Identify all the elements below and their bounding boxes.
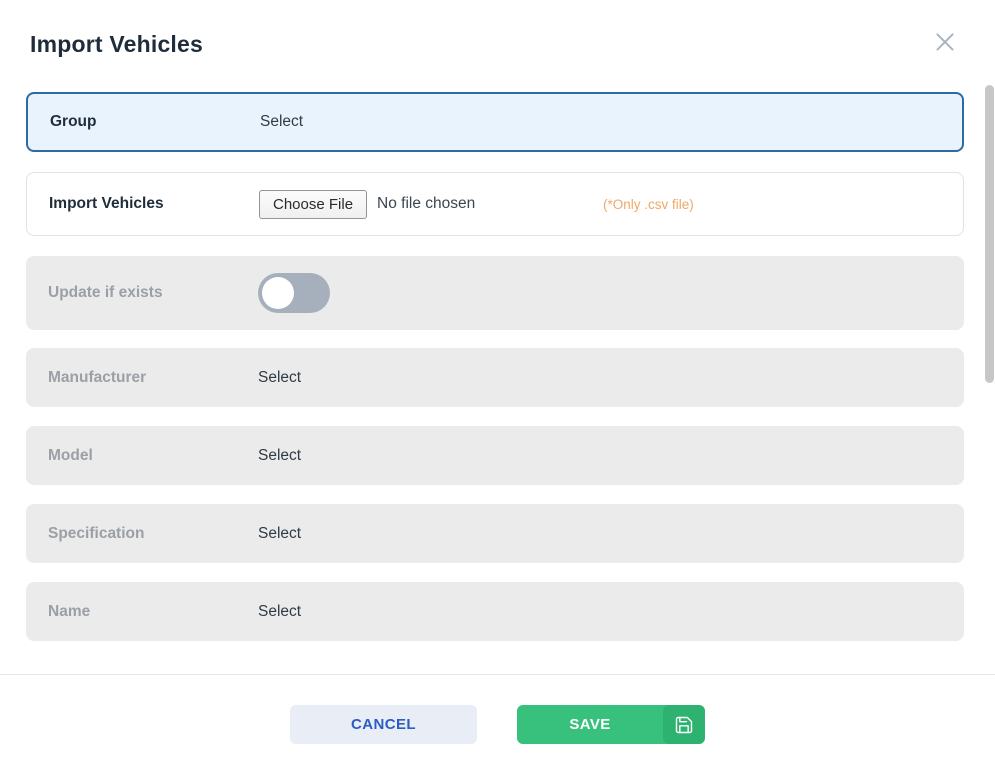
close-icon[interactable] bbox=[930, 27, 960, 57]
form-row-manufacturer bbox=[26, 348, 964, 407]
file-status-text: No file chosen bbox=[377, 195, 476, 212]
manufacturer-label: Manufacturer bbox=[48, 368, 147, 386]
csv-only-hint: (*Only .csv file) bbox=[603, 196, 694, 212]
modal-header bbox=[0, 0, 995, 80]
group-label: Group bbox=[50, 113, 97, 130]
update-if-exists-label: Update if exists bbox=[48, 284, 163, 301]
save-button-label: SAVE bbox=[569, 716, 611, 733]
choose-file-button[interactable]: Choose File bbox=[259, 190, 367, 219]
form-row-group[interactable] bbox=[26, 92, 964, 152]
form-row-model bbox=[26, 426, 964, 485]
save-button[interactable] bbox=[517, 705, 705, 744]
name-select-value: Select bbox=[258, 602, 302, 620]
group-select-value[interactable]: Select bbox=[260, 113, 304, 130]
import-vehicles-label: Import Vehicles bbox=[49, 195, 164, 212]
footer-divider bbox=[0, 674, 995, 675]
form-row-specification bbox=[26, 504, 964, 563]
model-label: Model bbox=[48, 446, 93, 464]
page-title: Import Vehicles bbox=[30, 31, 204, 57]
update-if-exists-toggle[interactable] bbox=[258, 273, 330, 313]
model-select-value: Select bbox=[258, 446, 302, 464]
vertical-scrollbar-thumb[interactable] bbox=[985, 85, 994, 383]
form-row-update-if-exists bbox=[26, 256, 964, 330]
form-row-import-file bbox=[26, 172, 964, 236]
specification-label: Specification bbox=[48, 524, 145, 542]
form-row-name bbox=[26, 582, 964, 641]
manufacturer-select-value: Select bbox=[258, 368, 302, 386]
cancel-button[interactable]: CANCEL bbox=[290, 705, 477, 744]
specification-select-value: Select bbox=[258, 524, 302, 542]
toggle-knob bbox=[262, 277, 294, 309]
save-icon bbox=[663, 705, 705, 744]
name-label: Name bbox=[48, 602, 91, 620]
modal-footer bbox=[0, 705, 995, 744]
